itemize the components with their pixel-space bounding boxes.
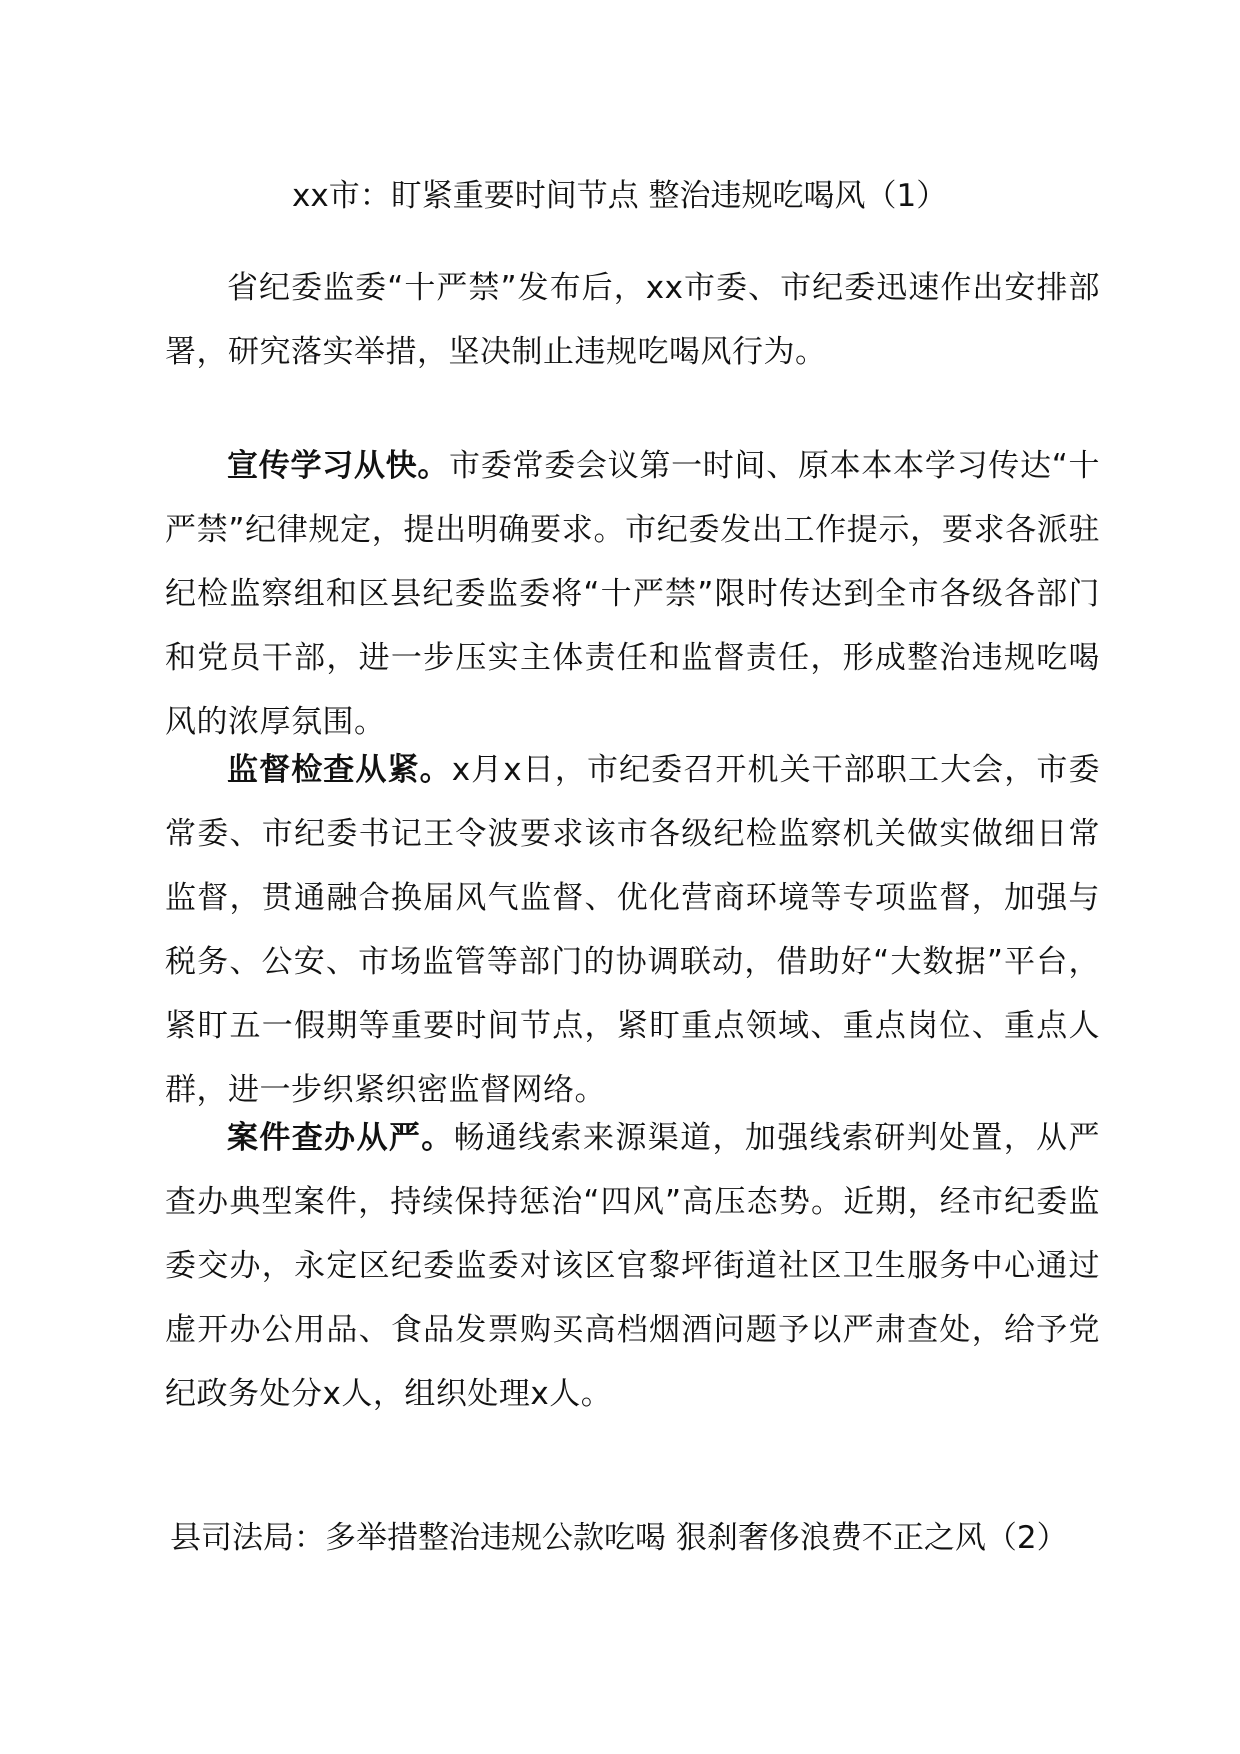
section-text-supervision: x月x日，市纪委召开机关干部职工大会，市委常委、市纪委书记王令波要求该市各级纪检监察机关做实做细日常监督，贯通融合换届风气监督、优化营商环境等专项监督，加强与税务、公安、市场监管等部门的协调联动，借助好“大数据”平台，紧盯五一假期等重要时间节点，紧盯重点领域、重点岗位、重点人群，进一步织紧织密监督网络。: [165, 752, 1100, 1108]
article-title-1: xx市：盯紧重要时间节点 整治违规吃喝风（1）: [292, 178, 948, 214]
section-lead-publicity: 宣传学习从快。: [227, 448, 450, 484]
section-paragraph-cases: [165, 1106, 1100, 1426]
article-title-2: 县司法局：多举措整治违规公款吃喝 狠刹奢侈浪费不正之风（2）: [170, 1520, 1068, 1556]
section-paragraph-publicity: [165, 434, 1100, 754]
section-lead-supervision: 监督检查从紧。: [227, 752, 452, 788]
section-paragraph-supervision: [165, 738, 1100, 1122]
section-text-publicity: 市委常委会议第一时间、原本本本学习传达“十严禁”纪律规定，提出明确要求。市纪委发出工作提示，要求各派驻纪检监察组和区县纪委监委将“十严禁”限时传达到全市各级各部门和党员干部，进一步压实主体责任和监督责任，形成整治违规吃喝风的浓厚氛围。: [165, 448, 1101, 740]
intro-paragraph: 省纪委监委“十严禁”发布后，xx市委、市纪委迅速作出安排部署，研究落实举措，坚决制止违规吃喝风行为。: [165, 270, 1100, 370]
section-text-cases: 畅通线索来源渠道，加强线索研判处置，从严查办典型案件，持续保持惩治“四风”高压态势。近期，经市纪委监委交办，永定区纪委监委对该区官黎坪街道社区卫生服务中心通过虚开办公用品、食品发票购买高档烟酒问题予以严肃查处，给予党纪政务处分x人，组织处理x人。: [165, 1120, 1101, 1412]
section-lead-cases: 案件查办从严。: [227, 1120, 454, 1156]
